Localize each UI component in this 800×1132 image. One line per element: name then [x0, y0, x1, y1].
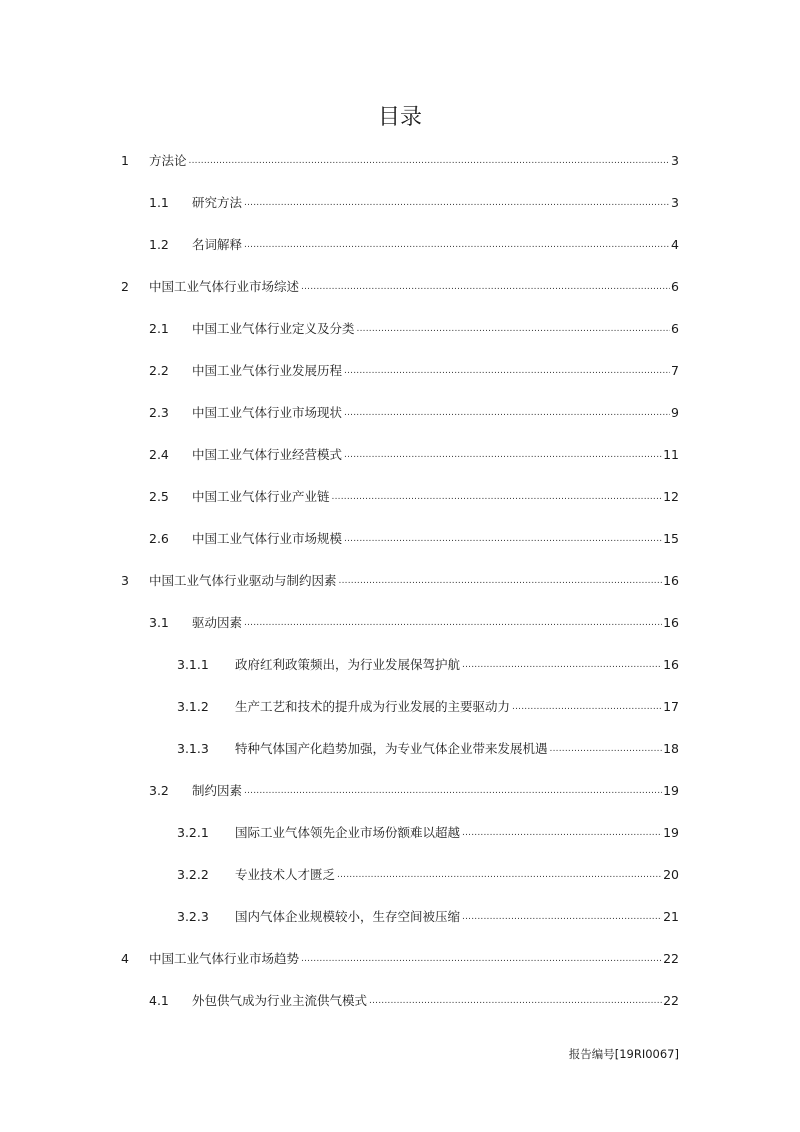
toc-entry-page: 9 — [671, 404, 679, 420]
toc-entry[interactable] — [121, 276, 679, 296]
toc-entry[interactable] — [149, 990, 679, 1010]
toc-entry-title: 外包供气成为行业主流供气模式 — [192, 993, 368, 1008]
toc-leader-dots — [244, 240, 670, 250]
toc-entry-title: 中国工业气体行业定义及分类 — [192, 321, 355, 336]
toc-leader-dots — [244, 198, 670, 208]
toc-entry-title: 政府红利政策频出，为行业发展保驾护航 — [235, 657, 461, 672]
toc-leader-dots — [344, 366, 670, 376]
toc-entry-page: 6 — [671, 320, 679, 336]
toc-entry-title: 中国工业气体行业驱动与制约因素 — [149, 573, 337, 588]
toc-entry[interactable] — [121, 948, 679, 968]
toc-entry[interactable] — [177, 696, 679, 716]
toc-entry-title: 研究方法 — [192, 195, 243, 210]
toc-leader-dots — [344, 450, 662, 460]
toc-entry[interactable] — [149, 192, 679, 212]
toc-entry-page: 17 — [663, 698, 679, 714]
toc-leader-dots — [339, 576, 663, 586]
toc-entry-title: 国内气体企业规模较小，生存空间被压缩 — [235, 909, 461, 924]
toc-entry-number: 3.1.3 — [177, 740, 209, 756]
toc-entry-title: 方法论 — [149, 153, 187, 168]
toc-entry-number: 4 — [121, 950, 129, 966]
toc-entry-number: 3.2 — [149, 782, 169, 798]
toc-title: 目录 — [377, 105, 422, 130]
toc-entry-number: 3.1.2 — [177, 698, 209, 714]
toc-entry-number: 2.6 — [149, 530, 169, 546]
toc-entry-number: 2.1 — [149, 320, 169, 336]
toc-entry-page: 19 — [663, 824, 679, 840]
toc-entry-number: 2.2 — [149, 362, 169, 378]
toc-leader-dots — [244, 618, 662, 628]
toc-entry[interactable] — [121, 150, 679, 170]
toc-entry[interactable] — [149, 528, 679, 548]
toc-entry-page: 16 — [663, 572, 679, 588]
toc-leader-dots — [512, 702, 662, 712]
toc-entry-number: 3.1 — [149, 614, 169, 630]
toc-leader-dots — [344, 408, 670, 418]
toc-entry[interactable] — [177, 738, 679, 758]
toc-entry[interactable] — [177, 906, 679, 926]
toc-leader-dots — [357, 324, 671, 334]
toc-leader-dots — [244, 786, 662, 796]
toc-entry-title: 驱动因素 — [192, 615, 243, 630]
toc-leader-dots — [301, 282, 670, 292]
toc-entry-title: 特种气体国产化趋势加强，为专业气体企业带来发展机遇 — [235, 741, 548, 756]
toc-entry-page: 20 — [663, 866, 679, 882]
toc-entry-page: 3 — [671, 152, 679, 168]
toc-entry-title: 生产工艺和技术的提升成为行业发展的主要驱动力 — [235, 699, 511, 714]
toc-entry-number: 2.4 — [149, 446, 169, 462]
toc-leader-dots — [344, 534, 662, 544]
toc-entry-title: 国际工业气体领先企业市场份额难以超越 — [235, 825, 461, 840]
toc-entry[interactable] — [149, 486, 679, 506]
toc-entry-title: 名词解释 — [192, 237, 243, 252]
toc-entry-number: 3 — [121, 572, 129, 588]
toc-entry-page: 11 — [663, 446, 679, 462]
toc-entry-page: 22 — [663, 950, 679, 966]
toc-entry[interactable] — [177, 822, 679, 842]
toc-entry[interactable] — [149, 234, 679, 254]
toc-entry-title: 中国工业气体行业市场综述 — [149, 279, 300, 294]
toc-entry[interactable] — [149, 402, 679, 422]
toc-leader-dots — [550, 744, 663, 754]
toc-entry-number: 2.5 — [149, 488, 169, 504]
toc-entry-title: 专业技术人才匮乏 — [235, 867, 336, 882]
toc-entry-number: 3.2.2 — [177, 866, 209, 882]
toc-entry-page: 7 — [671, 362, 679, 378]
toc-entry-title: 中国工业气体行业市场趋势 — [149, 951, 300, 966]
toc-entry-number: 3.2.1 — [177, 824, 209, 840]
toc-entry-number: 3.2.3 — [177, 908, 209, 924]
toc-entry-title: 制约因素 — [192, 783, 243, 798]
toc-entry-title: 中国工业气体行业市场规模 — [192, 531, 343, 546]
toc-entry-number: 3.1.1 — [177, 656, 209, 672]
toc-entry-number: 1 — [121, 152, 129, 168]
toc-entry-title: 中国工业气体行业经营模式 — [192, 447, 343, 462]
toc-entry-title: 中国工业气体行业发展历程 — [192, 363, 343, 378]
toc-entry-page: 21 — [663, 908, 679, 924]
toc-entry-page: 18 — [663, 740, 679, 756]
toc-entry[interactable] — [149, 318, 679, 338]
toc-leader-dots — [462, 660, 662, 670]
toc-entry-page: 3 — [671, 194, 679, 210]
toc-entry-number: 4.1 — [149, 992, 169, 1008]
toc-entry-page: 22 — [663, 992, 679, 1008]
toc-entry-page: 12 — [663, 488, 679, 504]
toc-leader-dots — [462, 828, 662, 838]
toc-entry-page: 4 — [671, 236, 679, 252]
toc-entry[interactable] — [121, 570, 679, 590]
toc-leader-dots — [337, 870, 662, 880]
toc-entry-number: 1.2 — [149, 236, 169, 252]
toc-entry-number: 2 — [121, 278, 129, 294]
toc-entry-number: 1.1 — [149, 194, 169, 210]
toc-entry-title: 中国工业气体行业市场现状 — [192, 405, 343, 420]
toc-leader-dots — [332, 492, 663, 502]
toc-entry-page: 16 — [663, 656, 679, 672]
report-number: 报告编号[19RI0067] — [568, 1047, 679, 1061]
toc-entry-page: 19 — [663, 782, 679, 798]
toc-entry[interactable] — [177, 654, 679, 674]
toc-entry-page: 6 — [671, 278, 679, 294]
toc-entry[interactable] — [177, 864, 679, 884]
toc-leader-dots — [189, 156, 671, 166]
toc-entry-page: 15 — [663, 530, 679, 546]
toc-leader-dots — [462, 912, 662, 922]
toc-entry-title: 中国工业气体行业产业链 — [192, 489, 330, 504]
toc-leader-dots — [301, 954, 662, 964]
toc-entry[interactable] — [149, 444, 679, 464]
toc-entry[interactable] — [149, 780, 679, 800]
toc-entry[interactable] — [149, 612, 679, 632]
toc-entry-page: 16 — [663, 614, 679, 630]
toc-entry[interactable] — [149, 360, 679, 380]
toc-entry-number: 2.3 — [149, 404, 169, 420]
toc-leader-dots — [369, 996, 662, 1006]
